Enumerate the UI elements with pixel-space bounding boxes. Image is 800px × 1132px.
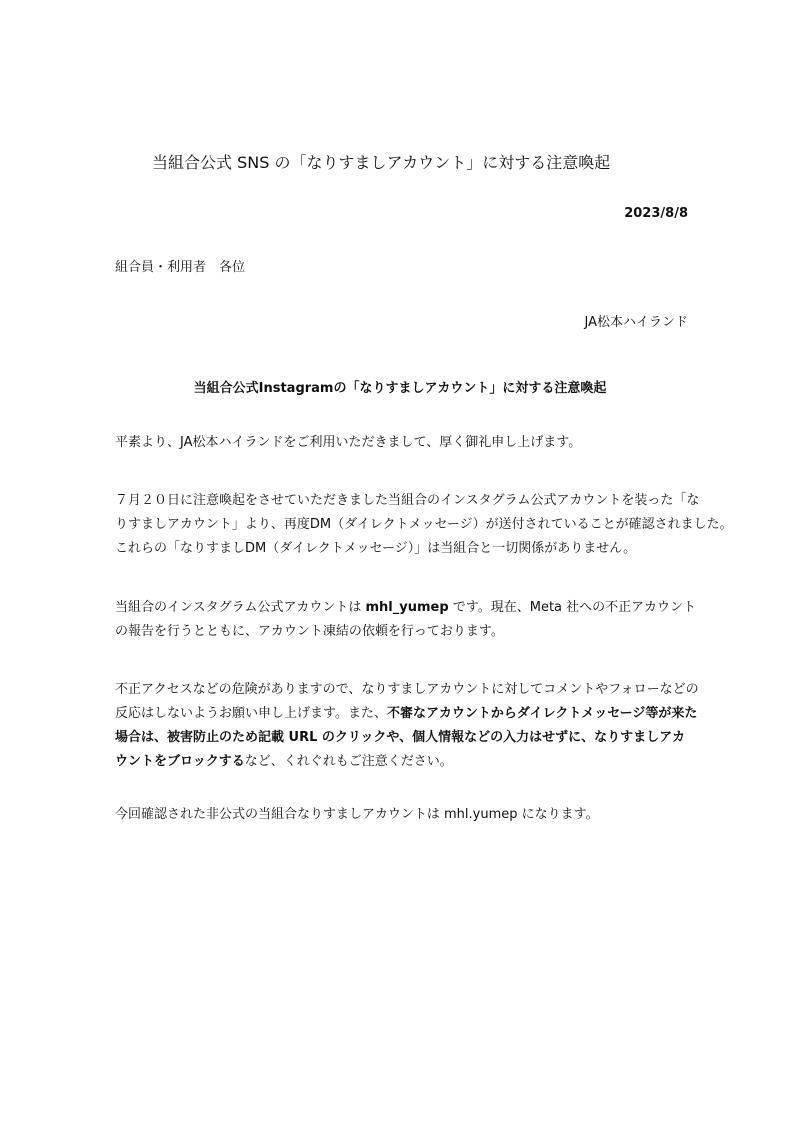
- notice-line-2: りすましアカウント」より、再度DM（ダイレクトメッセージ）が送付されていることが確認されました。: [115, 517, 733, 532]
- warning-paragraph: [115, 678, 699, 774]
- warning-line-2: [115, 702, 698, 726]
- page-title: 当組合公式 SNS の「なりすましアカウント」に対する注意喚起: [152, 153, 611, 172]
- official-account-line-2: の報告を行うとともに、アカウント凍結の依頼を行っております。: [115, 624, 504, 639]
- document-date: 2023/8/8: [624, 206, 688, 221]
- official-account-text-a: 当組合のインスタグラム公式アカウントは: [115, 600, 366, 615]
- notice-subtitle: 当組合公式Instagramの「なりすましアカウント」に対する注意喚起: [193, 381, 607, 396]
- warning-text-b: など、くれぐれもご注意ください。: [244, 754, 453, 769]
- warning-bold-2: 場合は、被害防止のため記載 URL のクリックや、個人情報などの入力はせずに、なりすましアカ: [115, 730, 685, 745]
- warning-text-a: 反応はしないようお願い申し上げます。また、: [115, 706, 387, 721]
- sender: JA松本ハイランド: [584, 315, 688, 330]
- warning-line-1: 不正アクセスなどの危険がありますので、なりすましアカウントに対してコメントやフォローなどの: [115, 682, 699, 697]
- recipients: 組合員・利用者 各位: [115, 260, 246, 275]
- notice-line-1: ７月２０日に注意喚起をさせていただきました当組合のインスタグラム公式アカウントを装った「な: [115, 493, 700, 508]
- warning-bold-3: ウントをブロックする: [115, 754, 245, 769]
- official-account-handle: mhl_yumep: [365, 600, 449, 615]
- notice-paragraph: [115, 489, 733, 561]
- greeting-paragraph: 平素より、JA松本ハイランドをご利用いただきまして、厚く御礼申し上げます。: [115, 435, 582, 450]
- official-account-line-1: [115, 596, 695, 620]
- notice-line-3: これらの「なりすましDM（ダイレクトメッセージ）」は当組合と一切関係がありません。: [115, 541, 637, 556]
- fake-account-paragraph: 今回確認された非公式の当組合なりすましアカウントは mhl.yumep になります。: [115, 807, 599, 822]
- warning-line-4: [115, 750, 695, 774]
- official-account-text-c: です。現在、Meta 社への不正アカウント: [448, 600, 697, 615]
- warning-line-3: [115, 726, 695, 750]
- warning-bold-1: 不審なアカウントからダイレクトメッセージ等が来た: [386, 706, 698, 721]
- official-account-paragraph: [115, 596, 695, 644]
